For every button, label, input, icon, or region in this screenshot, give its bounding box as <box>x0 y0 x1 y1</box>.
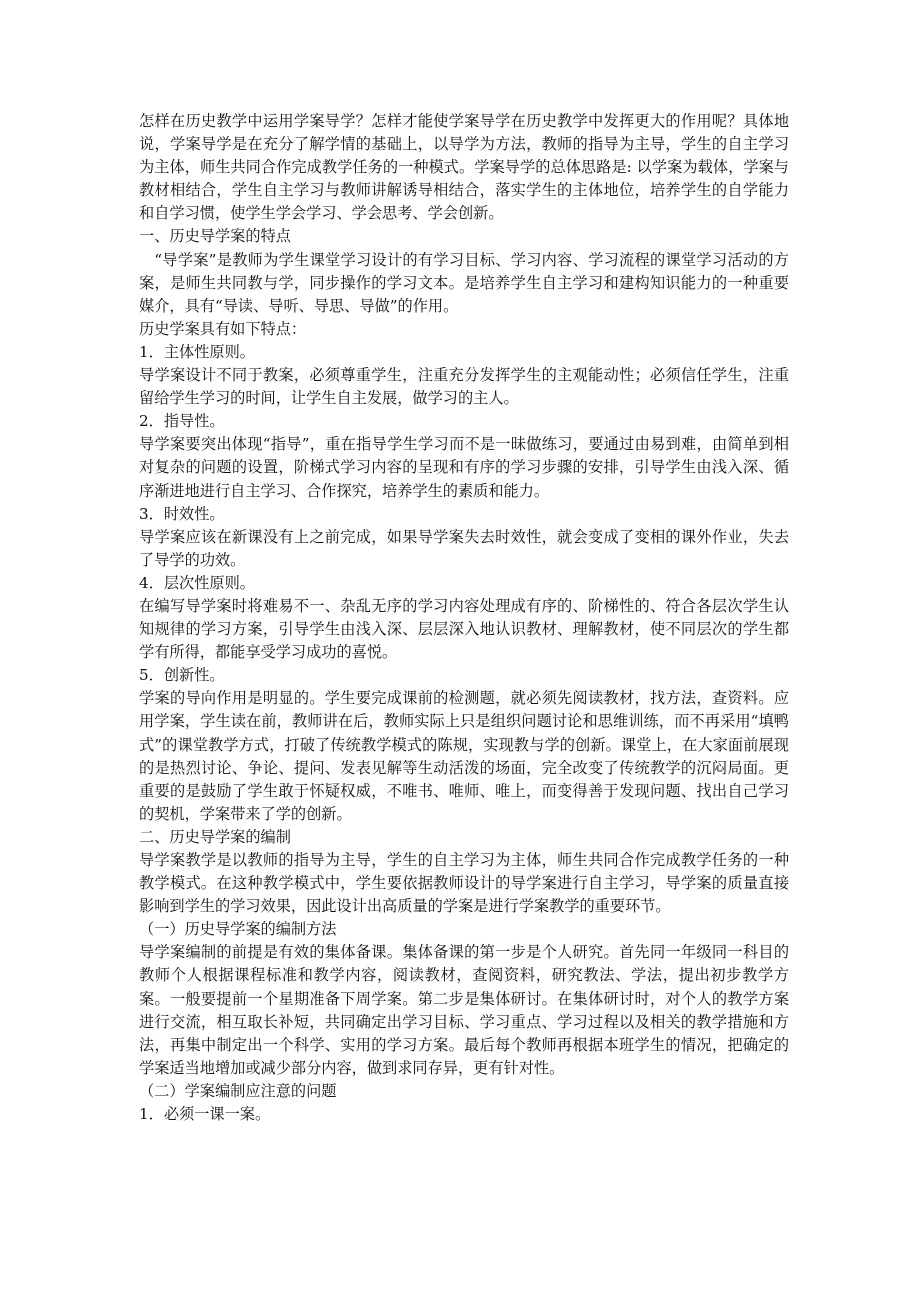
heading-feature-1: 1．主体性原则。 <box>139 342 255 361</box>
heading-feature-4: 4．层次性原则。 <box>139 573 255 592</box>
heading-feature-5: 5．创新性。 <box>139 666 225 685</box>
paragraph-rule-1: 1．必须一课一案。 <box>139 1105 271 1124</box>
heading-section-1: 一、历史导学案的特点 <box>139 227 291 246</box>
paragraph-definition: “导学案”是教师为学生课堂学习设计的有学习目标、学习内容、学习流程的课堂学习活动的方案，是师生共同教与学，同步操作的学习文本。是培养学生自主学习和建构知识能力的一种重要媒介，具有“导读、导听、导思、导做”的作用。 <box>139 250 789 315</box>
paragraph-feature-3: 导学案应该在新课没有上之前完成，如果导学案失去时效性，就会变成了变相的课外作业，失去了导学的功效。 <box>139 527 789 569</box>
heading-feature-2: 2．指导性。 <box>139 412 225 431</box>
paragraph-feature-2: 导学案要突出体现“指导”，重在指导学生学习而不是一昧做练习，要通过由易到难，由简单到相对复杂的问题的设置，阶梯式学习内容的呈现和有序的学习步骤的安排，引导学生由浅入深、循序渐进地进行自主学习、合作探究，培养学生的素质和能力。 <box>139 435 789 500</box>
paragraph-intro: 怎样在历史教学中运用学案导学？怎样才能使学案导学在历史教学中发挥更大的作用呢？具体地说，学案导学是在充分了解学情的基础上，以导学为方法，教师的指导为主导，学生的自主学习为主体，师生共同合作完成教学任务的一种模式。学案导学的总体思路是: 以学案为载体，学案与教材相结合，学生自主学习与教师讲解诱导相结合，落实学生的主体地位，培养学生的自学能力和自学习惯，使学生学会学习、学会思考、学会创新。 <box>139 112 789 223</box>
paragraph-section-2: 导学案教学是以教师的指导为主导，学生的自主学习为主体，师生共同合作完成教学任务的一种教学模式。在这种教学模式中，学生要依据教师设计的导学案进行自主学习，导学案的质量直接影响到学生的学习效果，因此设计出高质量的学案是进行学案教学的重要环节。 <box>139 851 789 916</box>
paragraph-feature-1: 导学案设计不同于教案，必须尊重学生，注重充分发挥学生的主观能动性；必须信任学生，注重留给学生学习的时间，让学生自主发展，做学习的主人。 <box>139 366 789 408</box>
paragraph-feature-4: 在编写导学案时将难易不一、杂乱无序的学习内容处理成有序的、阶梯性的、符合各层次学生认知规律的学习方案，引导学生由浅入深、层层深入地认识教材、理解教材，使不同层次的学生都学有所得，都能享受学习成功的喜悦。 <box>139 596 789 662</box>
heading-section-2: 二、历史导学案的编制 <box>139 827 291 846</box>
paragraph-subsection-1: 导学案编制的前提是有效的集体备课。集体备课的第一步是个人研究。首先同一年级同一科目的教师个人根据课程标准和教学内容，阅读教材，查阅资料，研究教法、学法，提出初步教学方案。一般要提前一个星期准备下周学案。第二步是集体研讨。在集体研讨时，对个人的教学方案进行交流，相互取长补短，共同确定出学习目标、学习重点、学习过程以及相关的教学措施和方法，再集中制定出一个科学、实用的学习方案。最后每个教师再根据本班学生的情况，把确定的学案适当地增加或减少部分内容，做到求同存异，更有针对性。 <box>139 943 789 1077</box>
document-body <box>139 110 789 1126</box>
paragraph-feature-5: 学案的导向作用是明显的。学生要完成课前的检测题，就必须先阅读教材，找方法，查资料。应用学案，学生读在前，教师讲在后，教师实际上只是组织问题讨论和思维训练，而不再采用“填鸭式”的课堂教学方式，打破了传统教学模式的陈规，实现教与学的创新。课堂上，在大家面前展现的是热烈讨论、争论、提问、发表见解等生动活泼的场面，完全改变了传统教学的沉闷局面。更重要的是鼓励了学生敢于怀疑权威，不唯书、唯师、唯上，而变得善于发现问题、找出自己学习的契机，学案带来了学的创新。 <box>139 689 789 823</box>
paragraph-features-intro: 历史学案具有如下特点： <box>139 319 307 338</box>
heading-feature-3: 3．时效性。 <box>139 504 225 523</box>
heading-subsection-2: （二）学案编制应注意的问题 <box>139 1081 337 1100</box>
heading-subsection-1: （一）历史导学案的编制方法 <box>139 920 337 939</box>
